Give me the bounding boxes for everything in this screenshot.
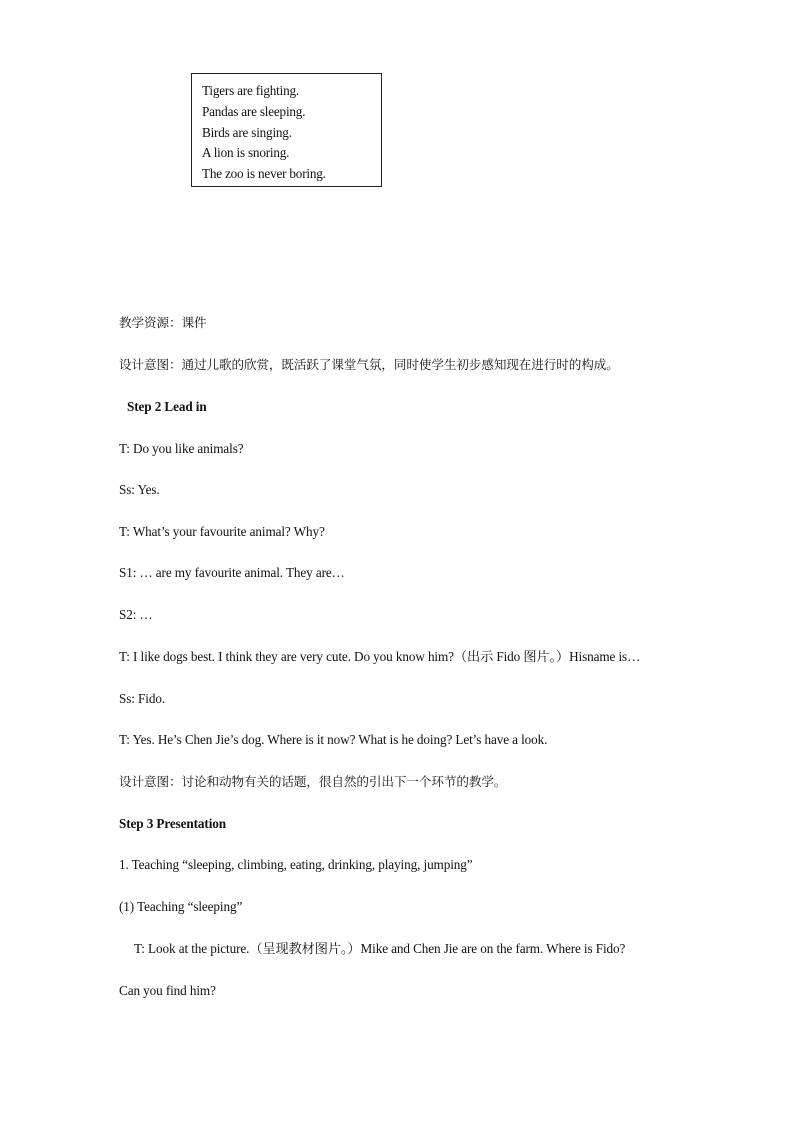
step2-heading: Step 2 Lead in (127, 399, 207, 414)
dialogue-line: T: Yes. He’s Chen Jie’s dog. Where is it now? What is he doing? Let’s have a look. (119, 732, 548, 747)
poem-line: The zoo is never boring. (202, 166, 326, 182)
poem-line: A lion is snoring. (202, 145, 290, 161)
design-intent-2: 设计意图：讨论和动物有关的话题，很自然的引出下一个环节的教学。 (119, 774, 507, 789)
dialogue-line: T: What’s your favourite animal? Why? (119, 524, 325, 539)
design-intent-1: 设计意图：通过儿歌的欣赏，既活跃了课堂气氛，同时使学生初步感知现在进行时的构成。 (119, 357, 619, 372)
dialogue-line-continued: Can you find him? (119, 983, 216, 998)
dialogue-line: S1: … are my favourite animal. They are… (119, 565, 345, 580)
teaching-resources: 教学资源：课件 (119, 315, 207, 330)
step3-heading: Step 3 Presentation (119, 816, 227, 831)
poem-line: Pandas are sleeping. (202, 103, 306, 119)
poem-line: Tigers are fighting. (202, 83, 299, 98)
dialogue-line: S2: … (119, 607, 153, 622)
dialogue-line: T: I like dogs best. I think they are very cute. Do you know him?（出示 Fido 图片。）Hisname is… (119, 649, 641, 664)
poem-box (191, 73, 382, 187)
dialogue-line: Ss: Yes. (119, 482, 160, 497)
dialogue-line: T: Do you like animals? (119, 441, 244, 456)
dialogue-line: Ss: Fido. (119, 691, 166, 706)
teaching-subitem: (1) Teaching “sleeping” (119, 899, 243, 914)
teaching-item: 1. Teaching “sleeping, climbing, eating, drinking, playing, jumping” (119, 857, 473, 872)
poem-line: Birds are singing. (202, 124, 292, 140)
dialogue-line: T: Look at the picture.（呈现教材图片。）Mike and Chen Jie are on the farm. Where is Fido? (134, 941, 626, 956)
